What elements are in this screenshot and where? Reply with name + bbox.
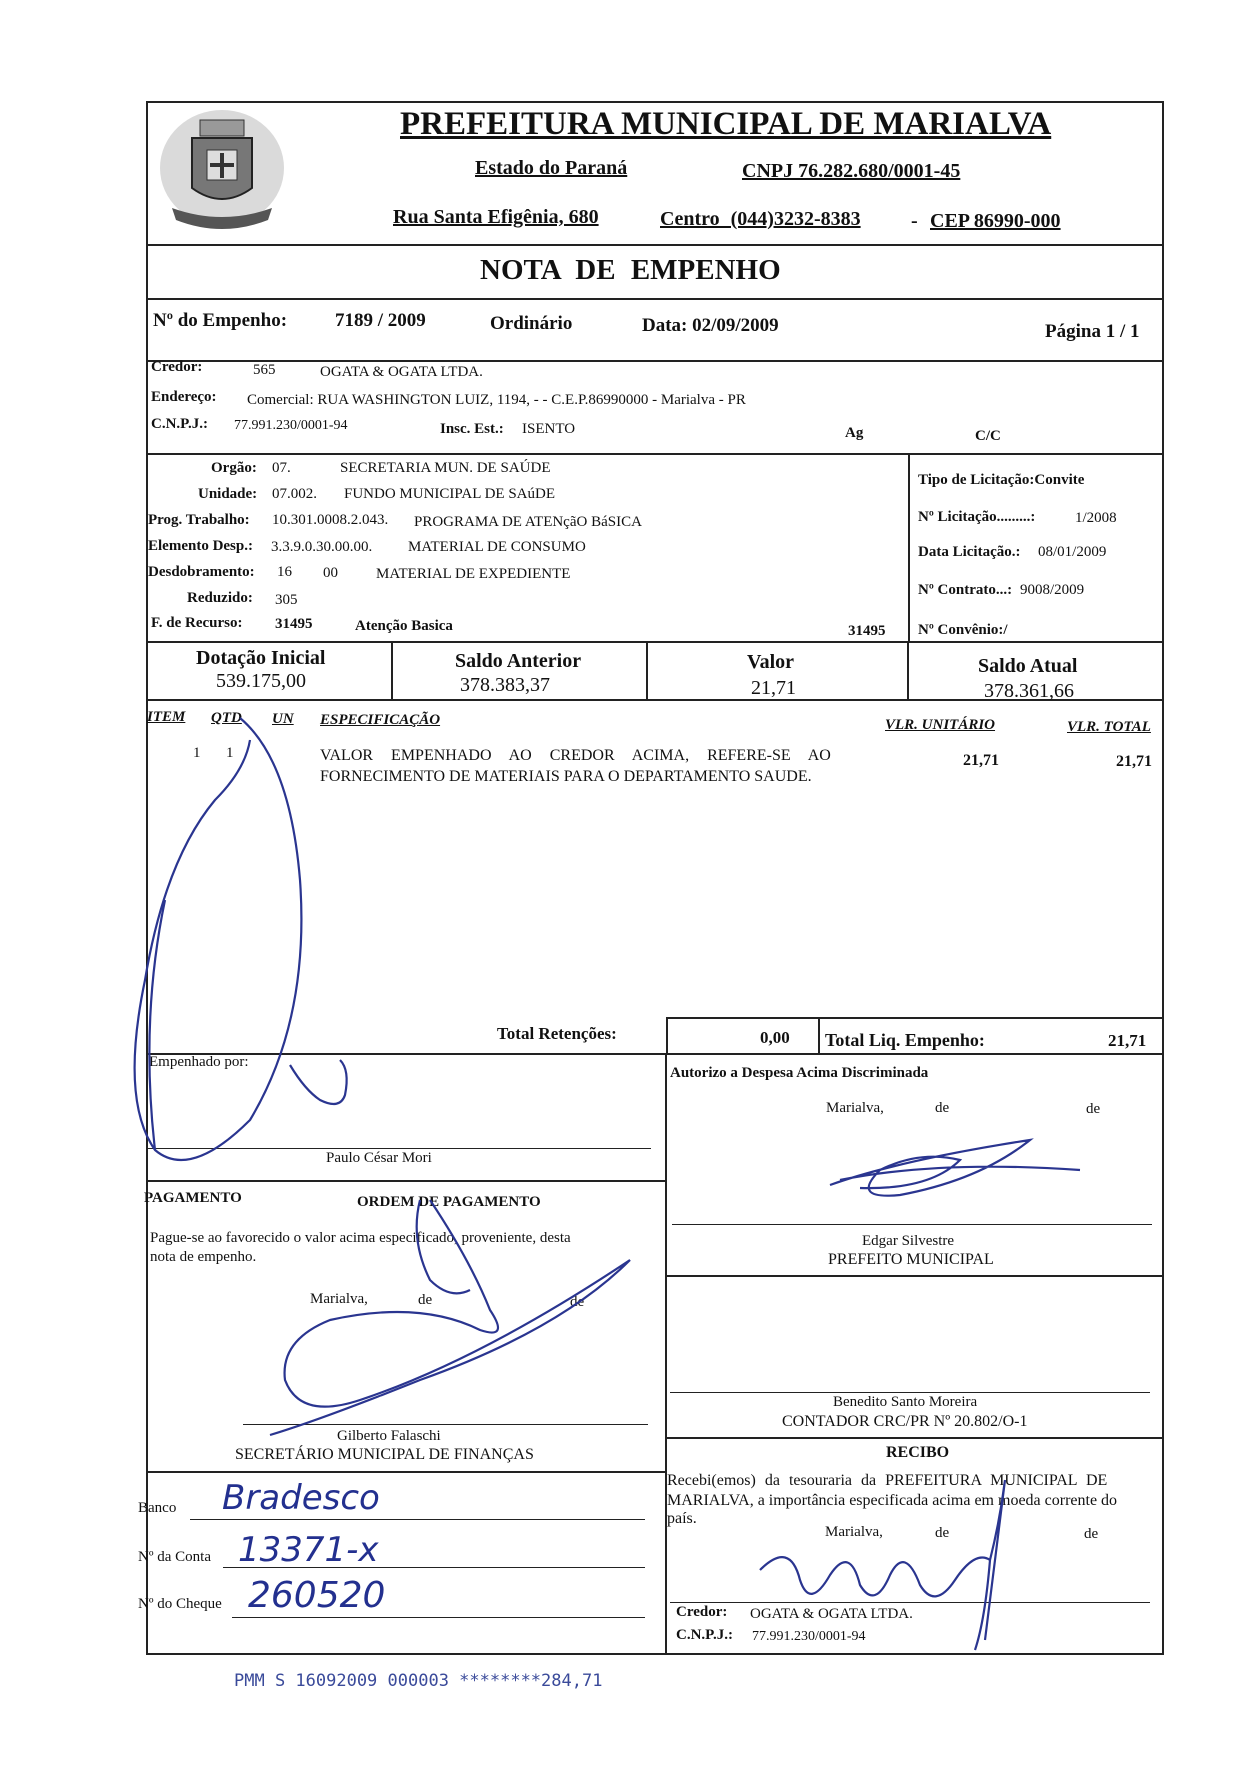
licitacao-data-label: Data Licitação.: bbox=[918, 544, 1021, 560]
saldo-atual-label: Saldo Atual bbox=[978, 655, 1078, 677]
unidade-label: Unidade: bbox=[198, 486, 258, 502]
col-vlr-unitario: VLR. UNITÁRIO bbox=[885, 717, 996, 733]
desdob-label: Desdobramento: bbox=[148, 564, 255, 580]
valor-label: Valor bbox=[747, 651, 795, 673]
endereco-value: Comercial: RUA WASHINGTON LUIZ, 1194, - - C.E.P.86990000 - Marialva - PR bbox=[247, 392, 746, 408]
recurso-right: 31495 bbox=[848, 623, 886, 639]
desdob-sub: 00 bbox=[323, 565, 338, 581]
recibo-credor-value: OGATA & OGATA LTDA. bbox=[750, 1606, 913, 1622]
header-separator: - bbox=[911, 210, 918, 232]
convenio-label: Nº Convênio:/ bbox=[918, 622, 1008, 638]
elemento-label: Elemento Desp.: bbox=[148, 538, 253, 554]
orgao-label: Orgão: bbox=[211, 460, 257, 476]
credor-cnpj-label: C.N.P.J.: bbox=[151, 416, 208, 432]
pagamento-de-1: de bbox=[418, 1292, 433, 1308]
elemento-value: MATERIAL DE CONSUMO bbox=[408, 539, 586, 555]
valor-value: 21,71 bbox=[751, 677, 796, 699]
recibo-title: RECIBO bbox=[886, 1444, 950, 1461]
prefeitura-title: PREFEITURA MUNICIPAL DE MARIALVA bbox=[400, 106, 1052, 142]
numero-label: Nº do Empenho: bbox=[153, 310, 288, 331]
conta-label: Nº da Conta bbox=[138, 1549, 211, 1565]
recibo-cnpj-value: 77.991.230/0001-94 bbox=[752, 1629, 866, 1644]
state-label: Estado do Paraná bbox=[475, 157, 628, 179]
endereco-label: Endereço: bbox=[151, 389, 217, 405]
licitacao-data: 08/01/2009 bbox=[1038, 544, 1107, 560]
recibo-credor-label: Credor: bbox=[676, 1604, 728, 1620]
dotacao-inicial-value: 539.175,00 bbox=[216, 670, 306, 692]
unidade-code: 07.002. bbox=[272, 486, 317, 502]
recibo-de-2: de bbox=[1084, 1526, 1099, 1542]
cc-label: C/C bbox=[975, 428, 1001, 444]
liq-empenho-value: 21,71 bbox=[1108, 1031, 1147, 1050]
item-vlr-unitario: 21,71 bbox=[963, 752, 999, 769]
pagamento-de-2: de bbox=[570, 1294, 585, 1310]
pagamento-texto-1: Pague-se ao favorecido o valor acima especificado, proveniente, desta bbox=[150, 1230, 571, 1246]
desdob-value: MATERIAL DE EXPEDIENTE bbox=[376, 566, 571, 582]
pagamento-signer-name: Gilberto Falaschi bbox=[337, 1428, 441, 1444]
credor-name: OGATA & OGATA LTDA. bbox=[320, 364, 483, 380]
nota-title: NOTA DE EMPENHO bbox=[480, 254, 781, 286]
prog-value: PROGRAMA DE ATENçãO BáSICA bbox=[414, 514, 642, 530]
cheque-value: 260520 bbox=[248, 1575, 386, 1616]
saldo-anterior-value: 378.383,37 bbox=[460, 674, 550, 696]
tipo-licitacao: Tipo de Licitação:Convite bbox=[918, 472, 1085, 488]
banco-label: Banco bbox=[138, 1500, 177, 1516]
district-phone: Centro (044)3232-8383 bbox=[660, 208, 861, 230]
item-especificacao-line1: VALOR EMPENHADO AO CREDOR ACIMA, REFERE-SE AO bbox=[320, 747, 831, 764]
saldo-atual-value: 378.361,66 bbox=[984, 680, 1074, 702]
banco-value: Bradesco bbox=[222, 1478, 380, 1518]
retencoes-value: 0,00 bbox=[760, 1028, 790, 1047]
credor-label: Credor: bbox=[151, 359, 203, 375]
contrato-value: 9008/2009 bbox=[1020, 582, 1085, 598]
desdob-code: 16 bbox=[277, 564, 292, 580]
autorizo-de-2: de bbox=[1086, 1101, 1101, 1117]
autorizo-de-1: de bbox=[935, 1100, 950, 1116]
col-vlr-total: VLR. TOTAL bbox=[1067, 719, 1151, 735]
data-empenho: Data: 02/09/2009 bbox=[642, 315, 779, 336]
saldo-anterior-label: Saldo Anterior bbox=[455, 650, 582, 672]
recibo-de-1: de bbox=[935, 1525, 950, 1541]
orgao-code: 07. bbox=[272, 460, 291, 476]
credor-cnpj-value: 77.991.230/0001-94 bbox=[234, 418, 348, 433]
contador-name: Benedito Santo Moreira bbox=[833, 1394, 978, 1410]
ag-label: Ag bbox=[845, 425, 864, 441]
licitacao-numero-label: Nº Licitação.........: bbox=[918, 509, 1036, 525]
col-un: UN bbox=[272, 711, 294, 727]
prefeito-role: PREFEITO MUNICIPAL bbox=[828, 1251, 994, 1268]
prefeito-name: Edgar Silvestre bbox=[862, 1233, 955, 1249]
numero-value: 7189 / 2009 bbox=[335, 310, 426, 331]
recibo-city: Marialva, bbox=[825, 1524, 883, 1540]
unidade-value: FUNDO MUNICIPAL DE SAúDE bbox=[344, 486, 555, 502]
recibo-texto-2: MARIALVA, a importância especificada acima em moeda corrente do bbox=[667, 1492, 1118, 1509]
reduzido-label: Reduzido: bbox=[187, 590, 253, 606]
empenhado-name: Paulo César Mori bbox=[326, 1150, 432, 1166]
street-label: Rua Santa Efigênia, 680 bbox=[393, 206, 599, 228]
contador-role: CONTADOR CRC/PR Nº 20.802/O-1 bbox=[782, 1413, 1028, 1430]
coat-of-arms-icon bbox=[152, 98, 292, 238]
item-qtd: 1 bbox=[226, 745, 234, 761]
pagina-label: Página 1 / 1 bbox=[1045, 321, 1140, 342]
prog-code: 10.301.0008.2.043. bbox=[272, 512, 389, 528]
cnpj-header: CNPJ 76.282.680/0001-45 bbox=[742, 160, 961, 182]
col-item: ITEM bbox=[147, 709, 186, 725]
empenhado-label: Empenhado por: bbox=[149, 1054, 249, 1070]
recurso-label: F. de Recurso: bbox=[151, 615, 243, 631]
retencoes-label: Total Retenções: bbox=[497, 1024, 617, 1043]
elemento-code: 3.3.9.0.30.00.00. bbox=[271, 539, 373, 555]
prog-label: Prog. Trabalho: bbox=[148, 512, 250, 528]
ordem-pagamento-label: ORDEM DE PAGAMENTO bbox=[357, 1194, 541, 1210]
recibo-cnpj-label: C.N.P.J.: bbox=[676, 1627, 733, 1643]
insc-label: Insc. Est.: bbox=[440, 421, 504, 437]
conta-value: 13371-x bbox=[238, 1530, 379, 1570]
reduzido-value: 305 bbox=[275, 592, 298, 608]
licitacao-numero: 1/2008 bbox=[1075, 510, 1117, 526]
recibo-texto-1: Recebi(emos) da tesouraria da PREFEITURA MUNICIPAL DE bbox=[667, 1472, 1108, 1489]
item-vlr-total: 21,71 bbox=[1116, 753, 1152, 770]
contrato-label: Nº Contrato...: bbox=[918, 582, 1013, 598]
orgao-value: SECRETARIA MUN. DE SAÚDE bbox=[340, 460, 551, 476]
recurso-code: 31495 bbox=[275, 616, 313, 632]
recibo-texto-3: país. bbox=[667, 1510, 697, 1527]
cheque-label: Nº do Cheque bbox=[138, 1596, 222, 1612]
col-especificacao: ESPECIFICAÇÃO bbox=[320, 712, 441, 728]
dotacao-inicial-label: Dotação Inicial bbox=[196, 647, 326, 669]
credor-code: 565 bbox=[253, 362, 276, 378]
pagamento-signer-role: SECRETÁRIO MUNICIPAL DE FINANÇAS bbox=[235, 1446, 534, 1463]
liq-empenho-label: Total Liq. Empenho: bbox=[825, 1030, 985, 1050]
autorizo-label: Autorizo a Despesa Acima Discriminada bbox=[670, 1065, 929, 1081]
pagamento-texto-2: nota de empenho. bbox=[150, 1249, 257, 1265]
recurso-value: Atenção Basica bbox=[355, 618, 453, 634]
autorizo-city: Marialva, bbox=[826, 1100, 884, 1116]
tipo-empenho: Ordinário bbox=[490, 313, 573, 334]
item-especificacao-line2: FORNECIMENTO DE MATERIAIS PARA O DEPARTAMENTO SAUDE. bbox=[320, 768, 812, 785]
pagamento-city: Marialva, bbox=[310, 1291, 368, 1307]
payment-stamp: PMM S 16092009 000003 ********284,71 bbox=[234, 1671, 603, 1691]
pagamento-label: PAGAMENTO bbox=[144, 1190, 242, 1206]
cep-header: CEP 86990-000 bbox=[930, 210, 1061, 232]
col-qtd: QTD bbox=[211, 710, 242, 726]
insc-value: ISENTO bbox=[522, 421, 576, 437]
item-number: 1 bbox=[193, 745, 201, 761]
